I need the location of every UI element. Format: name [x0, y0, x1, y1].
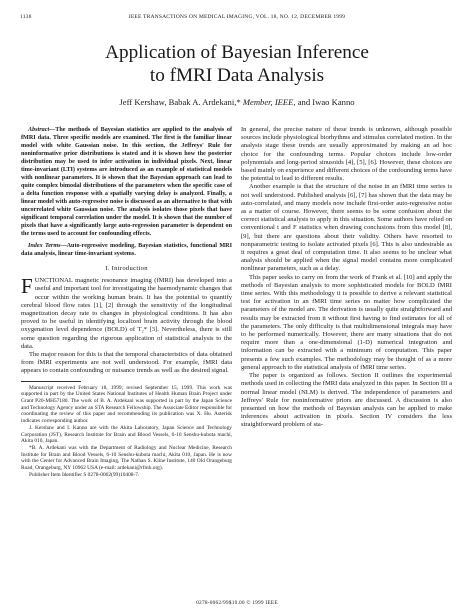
body-paragraph-1: In general, the precise nature of these trends is unknown, although possible sources include physiological biorhythms and stimulus correlated motion. In the analysis stage these trends are usually approximated by making an ad hoc choice for the confounding terms. Popular choices include low-order polynomials and long-period sinusoids [4], [5], [6]. However, these choices are based mainly on experience and different choices of the confounding terms have the potential to lead to different results. — [241, 126, 452, 183]
index-terms-text: —Auto-regressive modeling, Bayesian statistics, functional MRI data analysis, linear time-invariant systems. — [21, 243, 232, 257]
intro-paragraph-2: The major reason for this is that the temporal characteristics of data obtained from fMRI experiments are not well understood. For example, fMRI data appears to contain confounding or nuisance trends as well as the desired signal. — [21, 351, 232, 375]
footnotes — [21, 385, 232, 479]
title-line-1: Application of Bayesian Inference — [105, 42, 369, 63]
drop-cap: F — [21, 274, 33, 299]
footnote-publisher-id: Publisher Item Identifier S 0278-0062(99)10408-7. — [29, 471, 140, 478]
abstract-text: —The methods of Bayesian statistics are applied to the analysis of fMRI data. Three specific models are examined. The first is the familiar linear model with white Gaussian noise. In this section, the Jeffreys' Rule for noninformative prior distributions is stated and it is shown how the posterior distribution may be used to infer activation in individual pixels. Next, linear time-invariant (LTI) systems are introduced as an example of statistical models with nonlinear parameters. It is shown that the Bayesian approach can lead to quite complex bimodal distributions of the parameters when the specific case of a delta function response with a spatially varying delay is analyzed. Finally, a linear model with auto-regressive noise is discussed as an alternative to that with uncorrelated white Gaussian noise. The analysis isolates those pixels that have significant temporal correlation under the model. It is shown that the number of pixels that have a significantly large auto-regression parameter is dependent on the terms used to account for confounding effects. — [21, 127, 232, 237]
author-membership: Member, IEEE, — [242, 97, 296, 107]
intro-paragraph-1 — [21, 274, 232, 351]
title-line-2: to fMRI Data Analysis — [149, 65, 325, 86]
author-line — [20, 97, 454, 107]
footnote-affiliation-1: J. Kershaw and I. Kanno are with the Akita Laboratory, Japan Science and Technology Corporation (JST), Research Institute for Brain and Blood Vessels, 6-10 Senshu-kubota machi, Akita 010, Japan. — [21, 424, 232, 445]
body-paragraph-3: This paper seeks to carry on from the work of Frank et al. [10] and apply the methods of Bayesian analysis to more sophisticated models for BOLD fMRI time series. With this methodology it is possible to derive a relevant statistical test for activation in an fMRI time series no matter how complicated the parameters of the model are. The derivation is usually quite straightforward and results may be extracted from it without first having to find estimates for all of the parameters. The only difficulty is that multidimensional integrals may have to be performed numerically. However, there are many situations that do not require more than a one-dimensional (1-D) numerical integration and information can be extracted with a minimum of computation. This paper presents a few such examples. The methodology may be thought of as a more general approach to the statistical analysis of fMRI time series. — [241, 273, 452, 371]
footnote-manuscript: Manuscript received February 18, 1999; revised September 15, 1999. This work was supported in part by the United States National Institutes of Health Human Brain Project under Grant P20-MH57180. The work of B. A. Ardekani was supported in part by the Japan Science and Technology Agency under an STA Research Fellowship. The Associate Editor responsible for coordinating the review of this paper and recommending its publication was X. Hu. Asterisk indicates corresponding author. — [21, 384, 232, 425]
intro-paragraph-1-text: UNCTIONAL magnetic resonance imaging (fMRI) has developed into a useful and important tool for investigating the haemodynamic changes that occur within the working human brain. It has the potential to quantify cerebral blood flow rates [1], [2] through the sensitivity of the longitudinal magnetization decay rate to changes in physiological conditions. It has also proved to be useful in identifying localized brain activity through the blood oxygenation level dependence (BOLD) of T₂* [3]. Nevertheless, there is still some question regarding the rigorous application of statistical analysis to the data. — [21, 277, 232, 350]
section-heading-introduction: I. Introduction — [105, 265, 148, 272]
footnote-affiliation-2: *B. A. Ardekani was with the Department of Radiology and Nuclear Medicine, Research Institute for Brain and Blood Vessels, 6-10 Senshu-kubota machi, Akita 010, Japan. He is now with the Center for Advanced Brain Imaging, The Nathan S. Kline Institute, 140 Old Orangeburg Road, Orangeburg, NY 10962 USA (e-mail: ardekani@rfmh.org). — [21, 444, 232, 472]
paper-title — [20, 41, 454, 87]
index-terms — [21, 242, 232, 258]
left-column — [21, 126, 232, 478]
authors-part-2: and Iwao Kanno — [295, 97, 355, 107]
abstract-label: Abstract — [28, 127, 50, 133]
copyright-line: 0278-0062/99$10.00 © 1999 IEEE — [196, 600, 278, 606]
authors-part-1: Jeff Kershaw, Babak A. Ardekani,* — [119, 97, 243, 107]
page-number: 1138 — [20, 14, 32, 20]
abstract — [21, 126, 232, 238]
footnote-divider — [21, 381, 81, 382]
right-column — [241, 126, 452, 430]
index-terms-label: Index Terms — [28, 243, 61, 249]
body-paragraph-4: The paper is organized as follows. Section II outlines the experimental methods used in collecting the fMRI data analyzed in this paper. In Section III a normal linear model (NLM) is derived. The independence of parameters and Jeffreys' Rule for noninformative priors are discussed. A discussion is also presented on how the methods of Bayesian analysis can be applied to make inferences about activation in pixels. Section IV considers the less straightforward problem of sta- — [241, 372, 452, 429]
body-paragraph-2: Another example is that the structure of the noise in an fMRI time series is not well understood. Published analysis [6], [7] has shown that the data may be auto-correlated, and many models now include first-order auto-regressive noise as a matter of course. However, there seems to be some confusion about the correct statistical analysis to apply in this situation. Some authors have relied on conventional t and F statistics when drawing conclusions from this model [8], [9], but there are questions about their validity. Others have resorted to nonparametric testing to isolate activated pixels [6]. This is also undesirable as it requires a great deal of computation time. It also seems to be unclear what analysis should be applied when the signal model contains more complicated nonlinear parameters, such as a delay. — [241, 183, 452, 273]
journal-header: IEEE TRANSACTIONS ON MEDICAL IMAGING, VOL. 18, NO. 12, DECEMBER 1999 — [128, 14, 346, 20]
